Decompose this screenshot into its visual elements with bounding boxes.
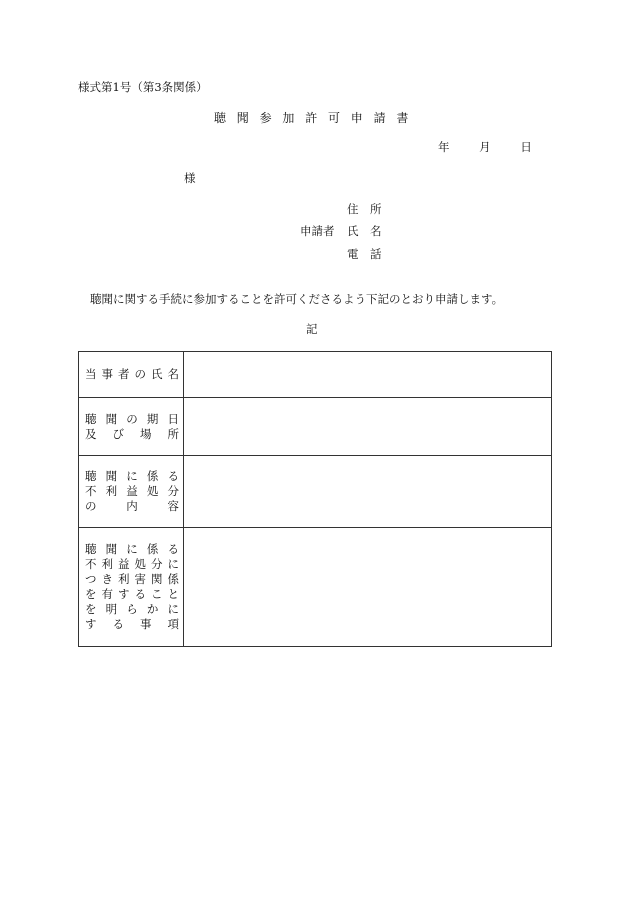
- row-value-field[interactable]: [184, 352, 552, 398]
- date-month: 月: [479, 140, 491, 154]
- row-label-line: 不利益処分: [85, 484, 179, 498]
- applicant-label: 申請者: [300, 224, 335, 238]
- date-year: 年: [438, 140, 450, 154]
- applicant-name: 氏 名: [347, 224, 382, 238]
- row-label: [79, 528, 184, 647]
- table-row: [79, 398, 552, 456]
- applicant-phone: 電 話: [347, 247, 382, 261]
- row-label-line: 及び場所: [85, 426, 179, 441]
- row-value-field[interactable]: [184, 456, 552, 528]
- document-title: 聴聞参加許可申請書: [214, 111, 420, 125]
- row-label-line: 当事者の氏名: [85, 367, 179, 381]
- row-label-line: 不利益処分に: [85, 557, 179, 571]
- row-value-field[interactable]: [184, 528, 552, 647]
- addressee-suffix: 様: [184, 171, 196, 185]
- row-label-line: 聴聞に係る: [85, 469, 179, 483]
- ki-heading: 記: [306, 322, 318, 336]
- row-value-field[interactable]: [184, 398, 552, 456]
- date-line: [438, 139, 532, 155]
- row-label-line: を有すること: [85, 587, 179, 601]
- applicant-address: 住 所: [347, 202, 382, 216]
- row-label: [79, 398, 184, 456]
- row-label-line: 聴聞の期日: [85, 411, 179, 426]
- table-row: [79, 352, 552, 398]
- application-table: [78, 351, 552, 647]
- body-text: 聴聞に関する手続に参加することを許可くださるよう下記のとおり申請します。: [90, 292, 504, 306]
- row-label-line: を明らかに: [85, 602, 179, 616]
- row-label-line: 聴聞に係る: [85, 542, 179, 556]
- row-label: [79, 456, 184, 528]
- row-label: [79, 352, 184, 398]
- form-number: 様式第1号（第3条関係）: [78, 80, 208, 94]
- row-label-line: つき利害関係: [85, 572, 179, 586]
- row-label-line: する事項: [85, 617, 179, 631]
- table-row: [79, 528, 552, 647]
- row-label-line: の内容: [85, 499, 179, 513]
- date-day: 日: [520, 140, 532, 154]
- table-row: [79, 456, 552, 528]
